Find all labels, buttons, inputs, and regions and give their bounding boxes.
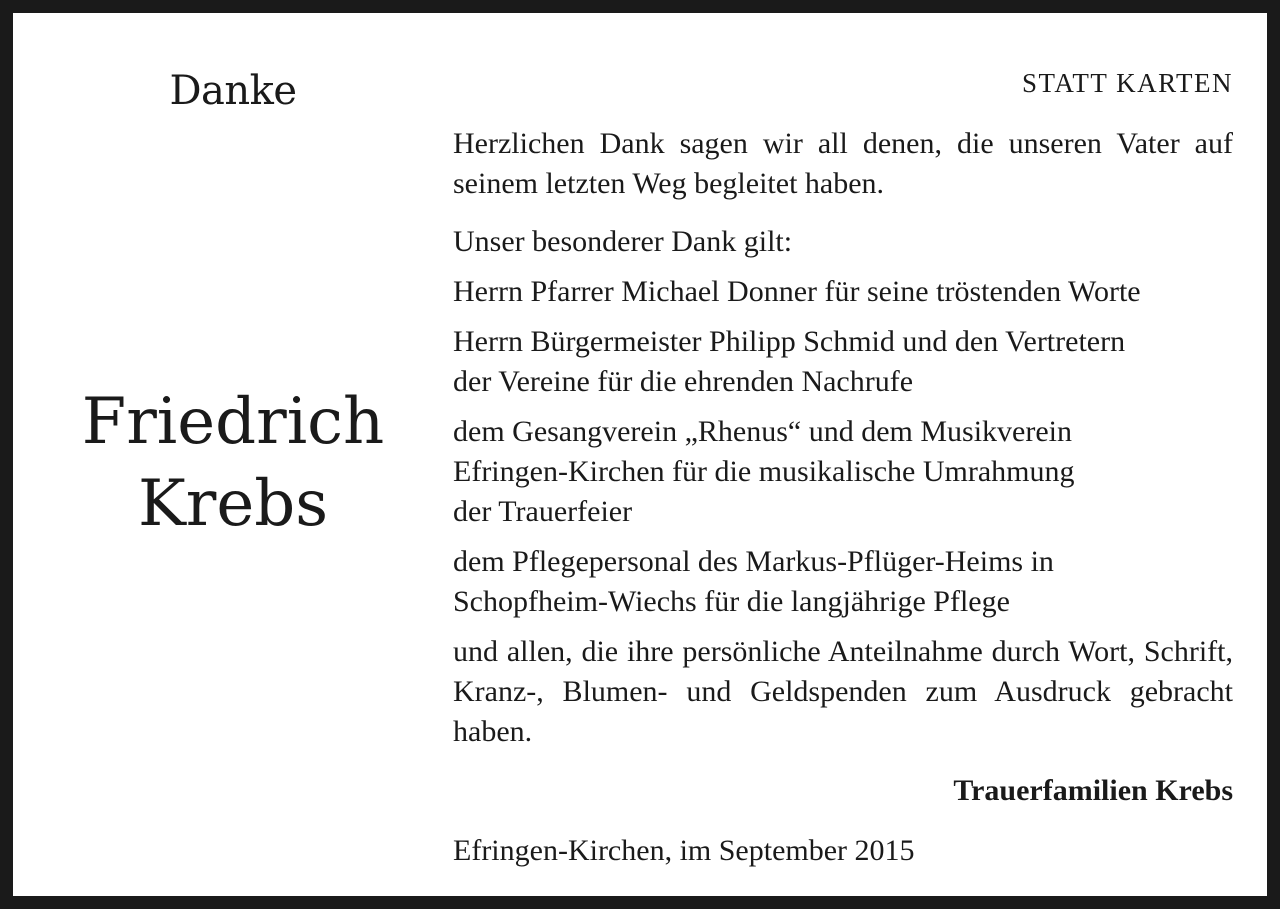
- statt-karten-header: STATT KARTEN: [1022, 68, 1233, 98]
- thanks-item-choir: [453, 412, 1233, 532]
- thanks-item-mayor-line-1: Herrn Bürgermeister Philipp Schmid und den Vertretern: [453, 325, 1126, 358]
- thanks-item-mayor-line-2: der Vereine für die ehrenden Nachrufe: [453, 365, 914, 398]
- deceased-name: [13, 381, 453, 545]
- thanks-item-pastor: Herrn Pfarrer Michael Donner für seine tröstenden Worte: [453, 275, 1141, 308]
- thanks-item-care: [453, 542, 1233, 622]
- thanks-item-choir-line-2: Efringen-Kirchen für die musikalische Umrahmung: [453, 455, 1075, 488]
- intro-paragraph: Herzlichen Dank sagen wir all denen, die unseren Vater auf seinem letzten Weg begleitet haben.: [453, 127, 1233, 200]
- right-column: [453, 13, 1233, 896]
- place-date: Efringen-Kirchen, im September 2015: [453, 834, 915, 867]
- thanks-item-care-line-2: Schopfheim-Wiechs für die langjährige Pflege: [453, 585, 1010, 618]
- thanks-item-care-line-1: dem Pflegepersonal des Markus-Pflüger-Heims in: [453, 545, 1054, 578]
- closing-paragraph: und allen, die ihre persönliche Anteilnahme durch Wort, Schrift, Kranz-, Blumen- und Geldspenden zum Ausdruck gebracht haben.: [453, 635, 1233, 748]
- deceased-first-name: Friedrich: [81, 385, 385, 459]
- danke-heading: Danke: [169, 68, 297, 114]
- thanks-item-mayor: [453, 322, 1233, 402]
- thanks-item-choir-line-3: der Trauerfeier: [453, 495, 633, 528]
- left-column: [13, 13, 453, 896]
- signature: Trauerfamilien Krebs: [953, 774, 1233, 807]
- thanks-item-choir-line-1: dem Gesangverein „Rhenus“ und dem Musikverein: [453, 415, 1072, 448]
- deceased-last-name: Krebs: [137, 467, 329, 541]
- thanks-lead: Unser besonderer Dank gilt:: [453, 225, 793, 258]
